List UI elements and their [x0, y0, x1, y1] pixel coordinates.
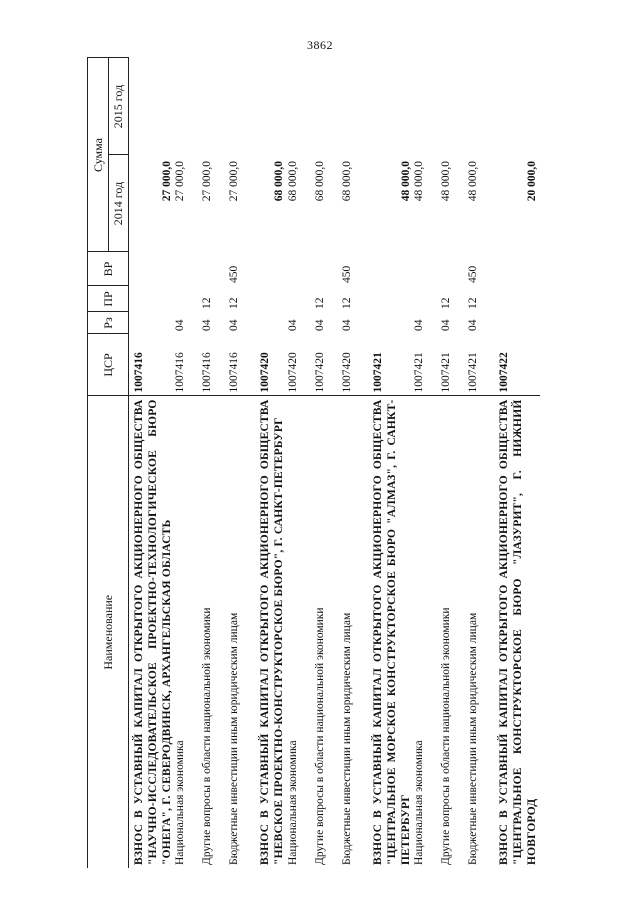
cell-rz: 04	[440, 319, 453, 331]
cell-rz: 04	[174, 319, 187, 331]
table-row	[440, 58, 467, 868]
cell-csr: 1007420	[286, 352, 299, 393]
cell-vr	[413, 252, 440, 286]
cell-csr: 1007416	[133, 352, 145, 393]
cell-y2014: 68 000,0	[286, 161, 299, 202]
cell-name: Бюджетные инвестиции иным юридическим лицам	[467, 396, 494, 868]
cell-csr: 1007416	[201, 352, 214, 393]
cell-vr	[129, 252, 175, 286]
budget-table	[87, 57, 540, 868]
cell-pr: 12	[467, 297, 480, 309]
cell-y2014: 48 000,0	[399, 161, 412, 202]
cell-y2015	[174, 58, 201, 155]
cell-rz	[255, 312, 287, 334]
cell-vr	[287, 252, 314, 286]
cell-y2015	[440, 58, 467, 155]
table-row	[201, 58, 228, 868]
cell-rz: 04	[201, 319, 214, 331]
cell-y2014: 68 000,0	[313, 161, 326, 202]
cell-name: Бюджетные инвестиции иным юридическим лицам	[341, 396, 368, 868]
cell-csr: 1007421	[440, 352, 453, 393]
table-row-group	[494, 58, 539, 868]
cell-y2015	[413, 58, 440, 155]
cell-csr: 1007422	[498, 352, 511, 393]
cell-y2015	[314, 58, 341, 155]
cell-csr: 1007420	[340, 352, 353, 393]
table-row	[287, 58, 314, 868]
cell-pr: 12	[201, 297, 214, 309]
cell-pr	[129, 286, 175, 312]
header-vr: ВР	[88, 252, 129, 286]
cell-name: Национальная экономика	[413, 396, 440, 868]
cell-name: Другие вопросы в области национальной экономики	[314, 396, 341, 868]
header-pr: ПР	[88, 286, 129, 312]
cell-name: Национальная экономика	[174, 396, 201, 868]
page-number: 3862	[307, 38, 333, 52]
cell-name: ВЗНОС В УСТАВНЫЙ КАПИТАЛ ОТКРЫТОГО АКЦИОНЕРНОГО ОБЩЕСТВА "ЦЕНТРАЛЬНОЕ МОРСКОЕ КОНСТРУКТОРСКОЕ БЮРО "АЛМАЗ", Г. САНКТ-ПЕТЕРБУРГ	[368, 396, 413, 868]
table-row	[341, 58, 368, 868]
cell-pr: 12	[313, 297, 326, 309]
cell-pr: 12	[228, 297, 241, 309]
cell-y2015	[228, 58, 255, 155]
cell-csr: 1007416	[228, 352, 241, 393]
cell-name: ВЗНОС В УСТАВНЫЙ КАПИТАЛ ОТКРЫТОГО АКЦИОНЕРНОГО ОБЩЕСТВА "НАУЧНО-ИССЛЕДОВАТЕЛЬСКОЕ ПРОЕКТНО-ТЕХНОЛОГИЧЕСКОЕ БЮРО "ОНЕГА", Г. СЕВЕРОДВИНСК, АРХАНГЕЛЬСКАЯ ОБЛАСТЬ	[129, 396, 175, 868]
cell-rz: 04	[313, 319, 326, 331]
cell-vr	[368, 252, 413, 286]
cell-pr: 12	[340, 297, 353, 309]
header-year-2014: 2014 год	[109, 155, 129, 252]
table-row	[314, 58, 341, 868]
header-year-2015: 2015 год	[109, 58, 129, 155]
cell-y2014: 48 000,0	[440, 161, 453, 202]
cell-csr: 1007421	[413, 352, 426, 393]
cell-csr: 1007416	[174, 352, 187, 393]
cell-y2015	[129, 58, 175, 155]
table-row	[467, 58, 494, 868]
table-row-group	[368, 58, 413, 868]
cell-vr	[314, 252, 341, 286]
cell-rz: 04	[286, 319, 299, 331]
table-body	[129, 58, 540, 868]
cell-name: ВЗНОС В УСТАВНЫЙ КАПИТАЛ ОТКРЫТОГО АКЦИОНЕРНОГО ОБЩЕСТВА "НЕВСКОЕ ПРОЕКТНО-КОНСТРУКТОРСКОЕ БЮРО", Г. САНКТ-ПЕТЕРБУРГ	[255, 396, 287, 868]
cell-csr: 1007421	[467, 352, 480, 393]
cell-vr: 450	[340, 265, 353, 283]
cell-vr: 450	[228, 265, 241, 283]
cell-pr	[368, 286, 413, 312]
cell-y2014: 27 000,0	[201, 161, 214, 202]
cell-y2015	[201, 58, 228, 155]
cell-pr: 12	[440, 297, 453, 309]
table-header	[88, 58, 129, 868]
cell-y2014: 27 000,0	[228, 161, 241, 202]
cell-pr	[287, 286, 314, 312]
cell-y2015	[287, 58, 314, 155]
cell-vr	[174, 252, 201, 286]
table-row-group	[129, 58, 175, 868]
cell-csr: 1007420	[259, 352, 272, 393]
table-row	[228, 58, 255, 868]
table-row	[174, 58, 201, 868]
cell-vr	[255, 252, 287, 286]
cell-y2014: 20 000,0	[525, 161, 538, 202]
cell-vr: 450	[467, 265, 480, 283]
cell-y2014: 68 000,0	[273, 161, 286, 202]
cell-rz: 04	[340, 319, 353, 331]
header-rz: Рз	[88, 312, 129, 334]
header-sum: Сумма	[88, 58, 109, 252]
rotated-table-container	[87, 58, 607, 868]
cell-y2014: 68 000,0	[340, 161, 353, 202]
cell-csr: 1007421	[371, 352, 384, 393]
cell-pr	[174, 286, 201, 312]
cell-vr	[494, 252, 539, 286]
cell-y2014: 27 000,0	[160, 161, 173, 202]
cell-rz	[494, 312, 539, 334]
cell-pr	[413, 286, 440, 312]
cell-name: Бюджетные инвестиции иным юридическим лицам	[228, 396, 255, 868]
cell-vr	[440, 252, 467, 286]
table-row	[413, 58, 440, 868]
cell-y2015	[368, 58, 413, 155]
cell-y2014: 48 000,0	[413, 161, 426, 202]
cell-y2015	[467, 58, 494, 155]
cell-y2014: 27 000,0	[174, 161, 187, 202]
cell-y2014: 48 000,0	[467, 161, 480, 202]
cell-rz	[368, 312, 413, 334]
cell-name: Национальная экономика	[287, 396, 314, 868]
cell-name: ВЗНОС В УСТАВНЫЙ КАПИТАЛ ОТКРЫТОГО АКЦИОНЕРНОГО ОБЩЕСТВА "ЦЕНТРАЛЬНОЕ КОНСТРУКТОРСКОЕ БЮРО "ЛАЗУРИТ", Г. НИЖНИЙ НОВГОРОД	[494, 396, 539, 868]
cell-y2015	[494, 58, 539, 155]
cell-rz: 04	[413, 319, 426, 331]
cell-rz	[129, 312, 175, 334]
cell-name: Другие вопросы в области национальной экономики	[201, 396, 228, 868]
cell-rz: 04	[228, 319, 241, 331]
cell-y2015	[255, 58, 287, 155]
header-name: Наименование	[88, 396, 129, 868]
cell-y2015	[341, 58, 368, 155]
header-csr: ЦСР	[88, 334, 129, 396]
cell-pr	[255, 286, 287, 312]
cell-pr	[494, 286, 539, 312]
cell-name: Другие вопросы в области национальной экономики	[440, 396, 467, 868]
cell-rz: 04	[467, 319, 480, 331]
table-row-group	[255, 58, 287, 868]
cell-vr	[201, 252, 228, 286]
cell-csr: 1007420	[313, 352, 326, 393]
